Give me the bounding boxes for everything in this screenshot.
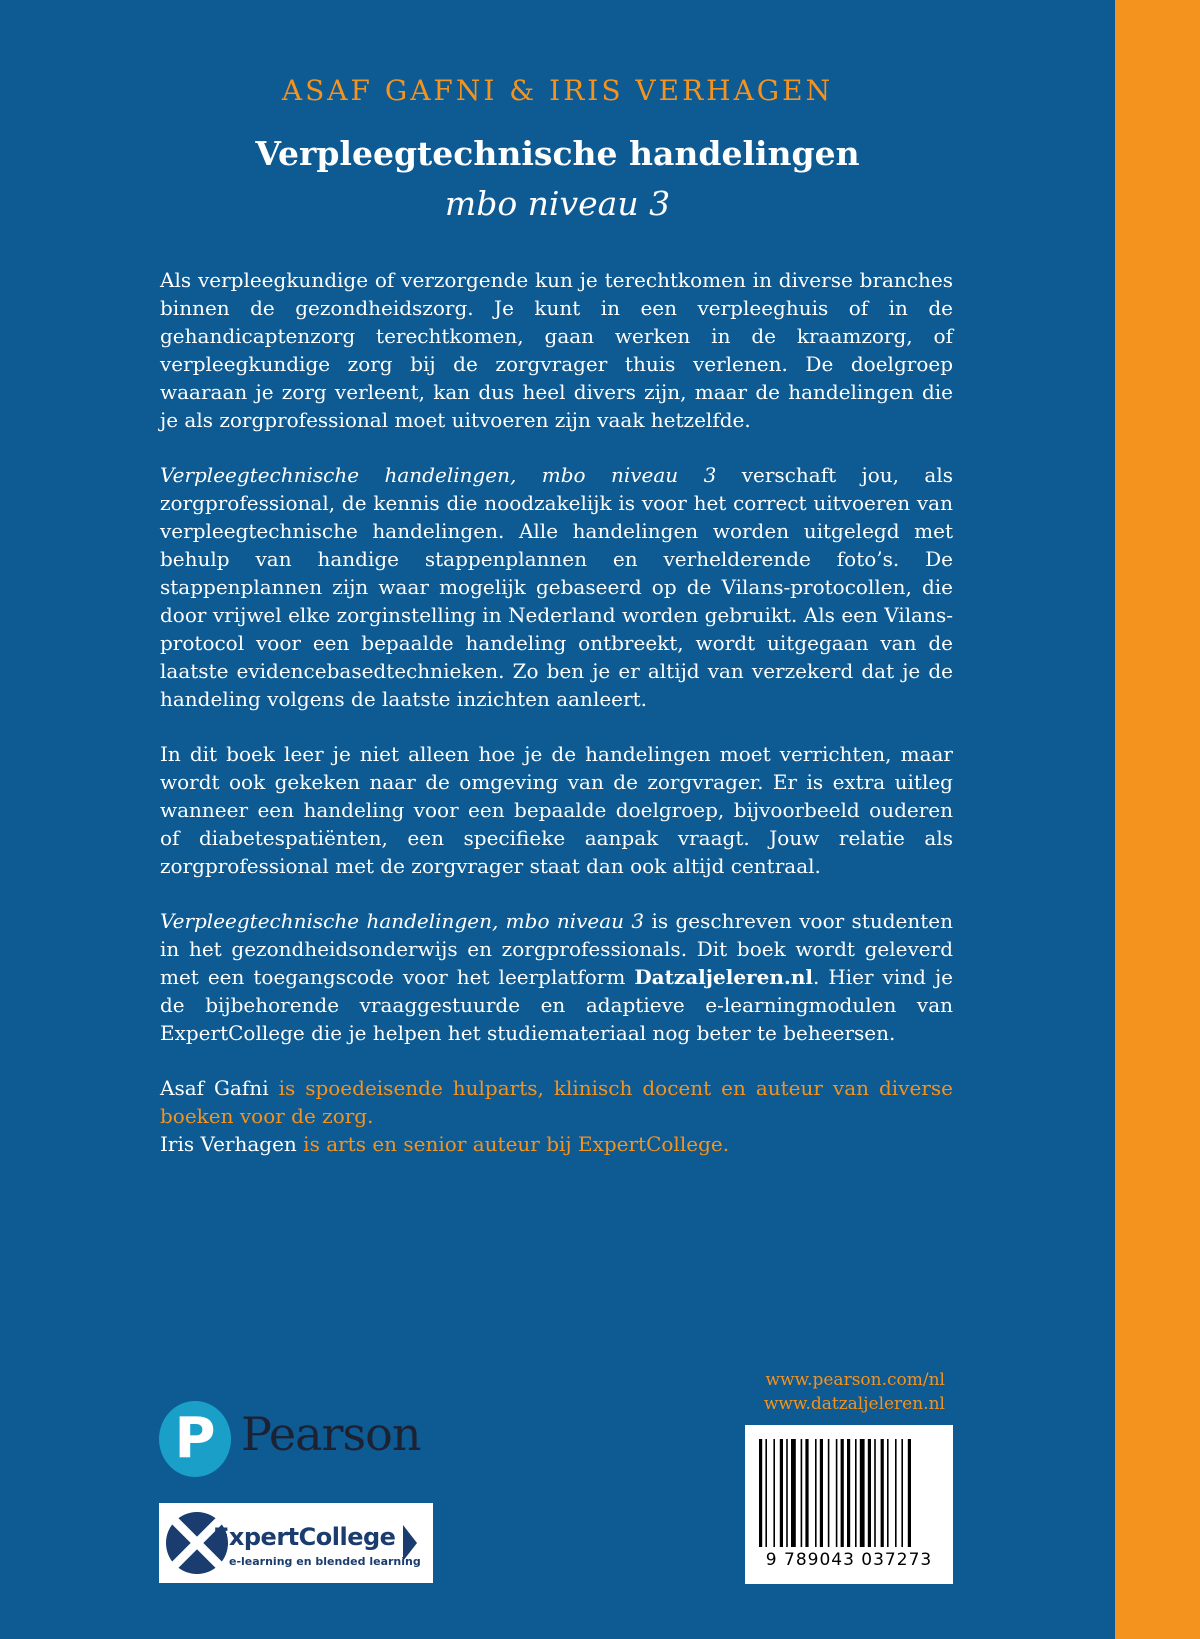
blurb-paragraph-3: In dit boek leer je niet alleen hoe je de handelingen moet verrichten, maar wordt ook gekeken naar de omgeving van de zorgvrager. Er is extra uitleg wanneer een handeling voor een bepaalde doelgroep, bijvoorbeeld ouderen of diabetespatiënten, een specifieke aanpak vraagt. Jouw relatie als zorgprofessional met de zorgvrager staat dan ook altijd centraal. bbox=[160, 742, 953, 878]
author-bios bbox=[160, 1074, 953, 1158]
bio-text: is arts en senior auteur bij ExpertCollege. bbox=[296, 1132, 730, 1156]
pearson-logo-icon bbox=[159, 1401, 419, 1479]
expertcollege-logo-icon bbox=[159, 1503, 433, 1583]
blurb-paragraph-2-text: verschaft jou, als zorgprofessional, de kennis die noodzakelijk is voor het correct uitvoeren van verpleegtechnische handelingen. Alle handelingen worden uitgelegd met behulp van handige stappenplannen en verhelderende foto’s. De stappenplannen zijn waar mogelijk gebaseerd op de Vilans-protocollen, die door vrijwel elke zorginstelling in Nederland worden gebruikt. Als een Vilans-protocol voor een bepaalde handeling ontbreekt, wordt uitgegaan van de laatste evidencebasedtechnieken. Zo ben je er altijd van verzekerd dat je de handeling volgens de laatste inzichten aanleert. bbox=[160, 463, 953, 711]
book-authors: ASAF GAFNI & IRIS VERHAGEN bbox=[281, 74, 834, 107]
barcode bbox=[745, 1425, 953, 1584]
blurb-title-ref: Verpleegtechnische handelingen, mbo niveau 3 bbox=[160, 909, 645, 933]
bio-text: is spoedeisende hulparts, klinisch docent en auteur van diverse boeken voor de zorg. bbox=[160, 1076, 953, 1128]
blurb-paragraph-4-text: is geschreven voor studenten in het gezondheidsonderwijs en zorgprofessionals. Dit boek wordt geleverd met een toegangscode voor het leerplatform bbox=[160, 909, 953, 989]
book-subtitle: mbo niveau 3 bbox=[444, 184, 671, 223]
pearson-wordmark: Pearson bbox=[241, 1407, 421, 1461]
blurb-paragraph-1: Als verpleegkundige of verzorgende kun je terechtkomen in diverse branches binnen de gezondheidszorg. Je kunt in een verpleeghuis of in de gehandicaptenzorg terechtkomen, gaan werken in de kraamzorg, of verpleegkundige zorg bij de zorgvrager thuis verlenen. De doelgroep waaraan je zorg verleent, kan dus heel divers zijn, maar de handelingen die je als zorgprofessional moet uitvoeren zijn vaak hetzelfde. bbox=[160, 268, 953, 432]
website-links bbox=[745, 1368, 945, 1416]
blurb-paragraph-4 bbox=[160, 907, 953, 1047]
isbn-number: 9 789043 037273 bbox=[765, 1550, 933, 1570]
orange-spine bbox=[1115, 0, 1200, 1639]
platform-name: Datzaljeleren.nl bbox=[634, 965, 813, 989]
blurb bbox=[160, 266, 953, 1158]
blurb-paragraph-4-text-end: . Hier vind je de bijbehorende vraaggestuurde en adaptieve e-learningmodulen van ExpertCollege die je helpen het studiemateriaal nog beter te beheersen. bbox=[160, 965, 953, 1045]
expertcollege-tagline: e-learning en blended learning bbox=[229, 1555, 421, 1568]
bio-name: Iris Verhagen bbox=[160, 1132, 297, 1156]
bio-name: Asaf Gafni bbox=[160, 1076, 269, 1100]
pearson-url[interactable]: www.pearson.com/nl bbox=[765, 1370, 945, 1390]
datzaljeleren-url[interactable]: www.datzaljeleren.nl bbox=[763, 1394, 945, 1414]
expertcollege-name: ExpertCollege bbox=[213, 1523, 396, 1551]
blurb-paragraph-2 bbox=[160, 461, 953, 713]
book-title: Verpleegtechnische handelingen bbox=[255, 134, 860, 173]
pearson-mark: P bbox=[159, 1401, 231, 1477]
blurb-title-ref: Verpleegtechnische handelingen, mbo niveau 3 bbox=[160, 463, 717, 487]
barcode-icon bbox=[755, 1439, 943, 1547]
